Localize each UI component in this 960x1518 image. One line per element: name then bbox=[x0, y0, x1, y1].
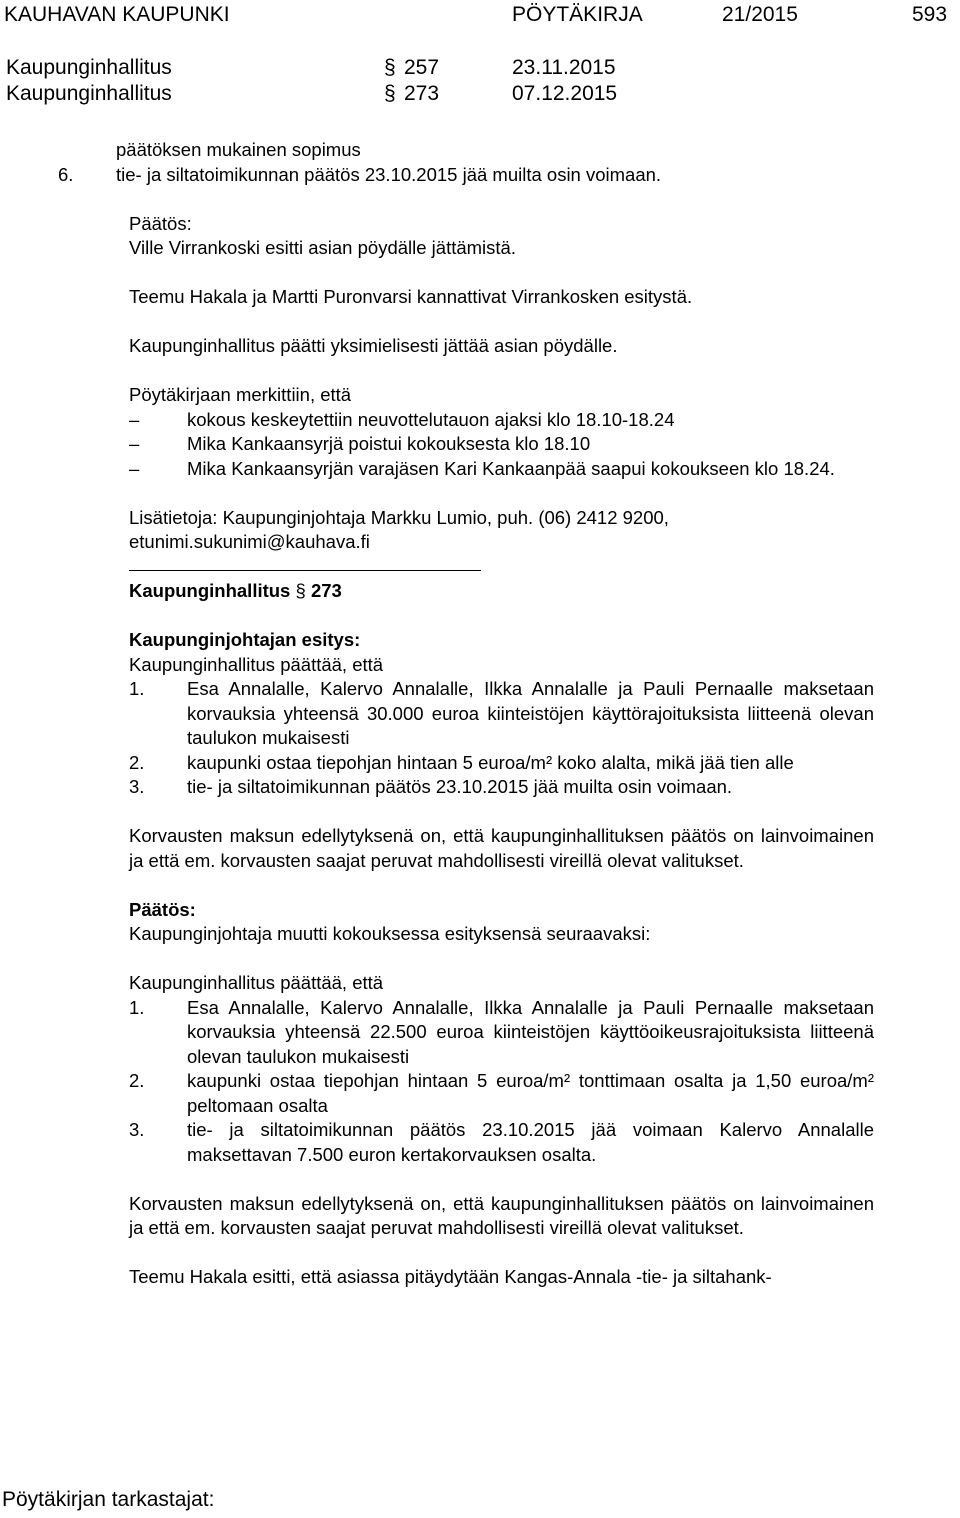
section-number: 273 bbox=[310, 580, 342, 601]
section-heading bbox=[129, 579, 874, 604]
contact-info: Lisätietoja: Kaupunginjohtaja Markku Lumio, puh. (06) 2412 9200, bbox=[129, 506, 669, 528]
paragraph: Kaupunginhallitus päätti yksimielisesti jättää asian pöydälle. bbox=[129, 335, 618, 356]
list-item bbox=[129, 457, 874, 482]
list-number: 6. bbox=[58, 163, 74, 185]
contact-email: etunimi.sukunimi@kauhava.fi bbox=[129, 531, 370, 552]
section-sign-icon: § bbox=[295, 580, 306, 601]
ref-number-2: 273 bbox=[404, 82, 440, 105]
municipality-name: KAUHAVAN KAUPUNKI bbox=[4, 3, 230, 26]
list-text: päätöksen mukainen sopimus bbox=[116, 139, 361, 160]
minutes-bullets bbox=[129, 408, 874, 482]
ref-number-1: 257 bbox=[404, 56, 440, 79]
list-item bbox=[129, 677, 874, 751]
list-number: 1. bbox=[129, 996, 145, 1018]
list-number: 2. bbox=[129, 1070, 145, 1091]
page-number: 593 bbox=[912, 3, 948, 26]
minutes-intro: Pöytäkirjaan merkittiin, että bbox=[129, 384, 352, 405]
list-item bbox=[129, 996, 874, 1070]
continued-list bbox=[58, 138, 874, 187]
list-text: Esa Annalalle, Kalervo Annalalle, Ilkka Annalalle ja Pauli Pernaalle maksetaan korvauksia yhteensä 22.500 euroa kiinteistöjen käyttöoikeusrajoituksista liitteenä olevan taulukon mukaisesti bbox=[187, 996, 874, 1067]
proposal-items bbox=[129, 677, 874, 800]
paragraph: Teemu Hakala esitti, että asiassa pitäydytään Kangas-Annala -tie- ja siltahank- bbox=[129, 1266, 772, 1287]
list-text: Mika Kankaansyrjän varajäsen Kari Kankaanpää saapui kokoukseen klo 18.24. bbox=[187, 457, 835, 479]
ref-date-1: 23.11.2015 bbox=[512, 56, 616, 79]
list-number: 1. bbox=[129, 678, 145, 699]
dash-icon: – bbox=[129, 433, 140, 454]
list-number: 2. bbox=[129, 751, 145, 773]
paragraph: Teemu Hakala ja Martti Puronvarsi kannattivat Virrankosken esitystä. bbox=[129, 286, 693, 307]
list-text: tie- ja siltatoimikunnan päätös 23.10.2015 jää muilta osin voimaan. bbox=[187, 776, 733, 797]
divider bbox=[129, 570, 481, 572]
list-number: 3. bbox=[129, 776, 145, 797]
paragraph: Ville Virrankoski esitti asian pöydälle jättämistä. bbox=[129, 237, 516, 258]
section-sign-icon: § bbox=[384, 82, 396, 105]
section-body: Kaupunginhallitus bbox=[129, 580, 291, 601]
decision-label: Päätös: bbox=[129, 898, 196, 920]
list-item bbox=[58, 138, 874, 163]
list-item bbox=[129, 432, 874, 457]
list-number: 3. bbox=[129, 1119, 145, 1140]
list-text: Mika Kankaansyrjä poistui kokouksesta klo 18.10 bbox=[187, 433, 591, 454]
dash-icon: – bbox=[129, 457, 140, 479]
list-item bbox=[129, 775, 874, 800]
ref-body-1: Kaupunginhallitus bbox=[6, 56, 172, 79]
list-item bbox=[129, 1069, 874, 1118]
list-text: Esa Annalalle, Kalervo Annalalle, Ilkka Annalalle ja Pauli Pernaalle maksetaan korvauksia yhteensä 30.000 euroa kiinteistöjen käyttörajoituksista liitteenä olevan taulukon mukaisesti bbox=[187, 678, 874, 748]
paragraph: Korvausten maksun edellytyksenä on, että kaupunginhallituksen päätös on lainvoimainen ja että em. korvausten saajat peruvat mahdollisesti vireillä olevat valitukset. bbox=[129, 825, 874, 871]
list-text: kaupunki ostaa tiepohjan hintaan 5 euroa/m² koko alalta, mikä jää tien alle bbox=[187, 751, 794, 773]
proposal-label: Kaupunginjohtajan esitys: bbox=[129, 629, 361, 650]
document-number: 21/2015 bbox=[722, 3, 798, 26]
list-text: kaupunki ostaa tiepohjan hintaan 5 euroa/m² tonttimaan osalta ja 1,50 euroa/m² peltomaan osalta bbox=[187, 1070, 874, 1116]
proposal-intro: Kaupunginhallitus päättää, että bbox=[129, 653, 384, 675]
decision-intro: Kaupunginhallitus päättää, että bbox=[129, 972, 384, 993]
ref-body-2: Kaupunginhallitus bbox=[6, 82, 172, 105]
decision-label: Päätös: bbox=[129, 212, 192, 234]
paragraph: Korvausten maksun edellytyksenä on, että kaupunginhallituksen päätös on lainvoimainen ja että em. korvausten saajat peruvat mahdollisesti vireillä olevat valitukset. bbox=[129, 1192, 874, 1238]
dash-icon: – bbox=[129, 408, 140, 430]
list-item bbox=[129, 751, 874, 776]
document-body bbox=[58, 138, 874, 1290]
list-item bbox=[129, 408, 874, 433]
paragraph: Kaupunginjohtaja muutti kokouksessa esityksensä seuraavaksi: bbox=[129, 923, 651, 944]
list-item bbox=[58, 163, 874, 188]
document-type: PÖYTÄKIRJA bbox=[512, 3, 643, 26]
list-text: tie- ja siltatoimikunnan päätös 23.10.2015 jää muilta osin voimaan. bbox=[116, 163, 662, 185]
section-sign-icon: § bbox=[384, 56, 396, 79]
ref-date-2: 07.12.2015 bbox=[512, 82, 618, 105]
list-item bbox=[129, 1118, 874, 1167]
list-number bbox=[58, 138, 116, 163]
list-text: tie- ja siltatoimikunnan päätös 23.10.2015 jää voimaan Kalervo Annalalle maksettavan 7.500 euron kertakorvauksen osalta. bbox=[187, 1119, 874, 1165]
inspectors-label: Pöytäkirjan tarkastajat: bbox=[2, 1488, 215, 1511]
list-text: kokous keskeytettiin neuvottelutauon ajaksi klo 18.10-18.24 bbox=[187, 408, 675, 430]
decision-items bbox=[129, 996, 874, 1168]
